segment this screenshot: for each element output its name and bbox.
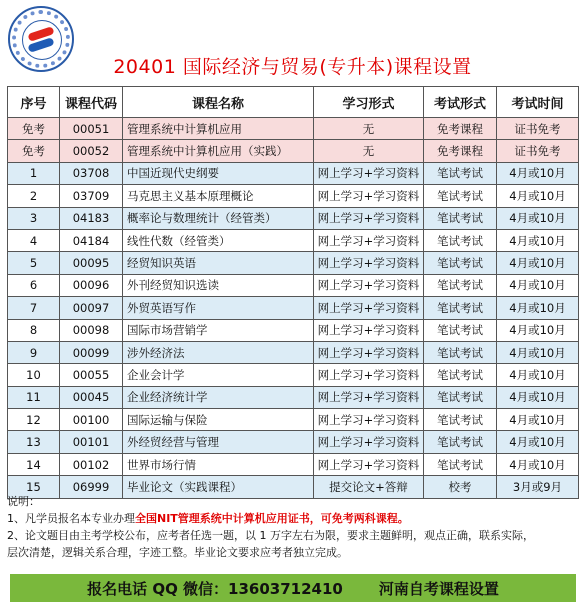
cell-time: 4月或10月 bbox=[497, 431, 579, 453]
cell-mode: 网上学习+学习资料 bbox=[314, 341, 424, 363]
cell-name: 国际市场营销学 bbox=[123, 319, 314, 341]
cell-mode: 无 bbox=[314, 118, 424, 140]
cell-name: 概率论与数理统计（经管类） bbox=[123, 207, 314, 229]
cell-code: 03708 bbox=[60, 162, 123, 184]
cell-code: 03709 bbox=[60, 185, 123, 207]
cell-exam: 笔试考试 bbox=[424, 162, 497, 184]
table-row bbox=[8, 252, 579, 274]
notes bbox=[7, 493, 579, 561]
note-1-highlight: 全国NIT管理系统中计算机应用证书，可免考两科课程。 bbox=[135, 512, 409, 525]
cell-no: 免考 bbox=[8, 140, 60, 162]
note-2: 2、论文题目由主考学校公布，应考者任选一题，以 1 万字左右为限，要求主题鲜明，观点正确，联系实际， bbox=[7, 529, 534, 542]
cell-code: 04184 bbox=[60, 229, 123, 251]
table-row bbox=[8, 364, 579, 386]
cell-name: 企业会计学 bbox=[123, 364, 314, 386]
table-row bbox=[8, 274, 579, 296]
table-row bbox=[8, 229, 579, 251]
cell-no: 15 bbox=[8, 476, 60, 498]
notes-heading: 说明： bbox=[7, 495, 40, 508]
cell-no: 10 bbox=[8, 364, 60, 386]
cell-mode: 无 bbox=[314, 140, 424, 162]
table-row bbox=[8, 140, 579, 162]
cell-mode: 网上学习+学习资料 bbox=[314, 431, 424, 453]
cell-exam: 免考课程 bbox=[424, 140, 497, 162]
cell-name: 经贸知识英语 bbox=[123, 252, 314, 274]
cell-mode: 网上学习+学习资料 bbox=[314, 453, 424, 475]
header-code: 课程代码 bbox=[60, 87, 123, 118]
cell-code: 00052 bbox=[60, 140, 123, 162]
cell-name: 管理系统中计算机应用 bbox=[123, 118, 314, 140]
cell-code: 04183 bbox=[60, 207, 123, 229]
cell-mode: 网上学习+学习资料 bbox=[314, 409, 424, 431]
course-table bbox=[7, 86, 579, 499]
cell-name: 外刊经贸知识选读 bbox=[123, 274, 314, 296]
cell-exam: 笔试考试 bbox=[424, 409, 497, 431]
cell-time: 4月或10月 bbox=[497, 386, 579, 408]
cell-no: 11 bbox=[8, 386, 60, 408]
cell-time: 4月或10月 bbox=[497, 185, 579, 207]
cell-no: 2 bbox=[8, 185, 60, 207]
table-header-row bbox=[8, 87, 579, 118]
cell-mode: 网上学习+学习资料 bbox=[314, 162, 424, 184]
note-2-cont: 层次清楚，逻辑关系合理，字迹工整。毕业论文要求应考者独立完成。 bbox=[7, 546, 348, 559]
cell-no: 9 bbox=[8, 341, 60, 363]
cell-no: 6 bbox=[8, 274, 60, 296]
cell-exam: 笔试考试 bbox=[424, 386, 497, 408]
cell-exam: 笔试考试 bbox=[424, 252, 497, 274]
cell-exam: 笔试考试 bbox=[424, 229, 497, 251]
cell-name: 管理系统中计算机应用（实践） bbox=[123, 140, 314, 162]
table-row bbox=[8, 341, 579, 363]
cell-mode: 网上学习+学习资料 bbox=[314, 229, 424, 251]
cell-name: 外贸英语写作 bbox=[123, 297, 314, 319]
cell-exam: 校考 bbox=[424, 476, 497, 498]
cell-name: 外经贸经营与管理 bbox=[123, 431, 314, 453]
cell-mode: 网上学习+学习资料 bbox=[314, 319, 424, 341]
cell-no: 14 bbox=[8, 453, 60, 475]
cell-time: 4月或10月 bbox=[497, 319, 579, 341]
cell-code: 06999 bbox=[60, 476, 123, 498]
cell-code: 00055 bbox=[60, 364, 123, 386]
cell-time: 4月或10月 bbox=[497, 409, 579, 431]
table-row bbox=[8, 162, 579, 184]
table-row bbox=[8, 386, 579, 408]
cell-exam: 笔试考试 bbox=[424, 319, 497, 341]
cell-name: 国际运输与保险 bbox=[123, 409, 314, 431]
cell-time: 4月或10月 bbox=[497, 297, 579, 319]
cell-exam: 笔试考试 bbox=[424, 274, 497, 296]
header-name: 课程名称 bbox=[123, 87, 314, 118]
page-title: 20401 国际经济与贸易(专升本)课程设置 bbox=[113, 56, 472, 78]
cell-mode: 网上学习+学习资料 bbox=[314, 274, 424, 296]
cell-mode: 网上学习+学习资料 bbox=[314, 207, 424, 229]
header-no: 序号 bbox=[8, 87, 60, 118]
cell-name: 涉外经济法 bbox=[123, 341, 314, 363]
table-row bbox=[8, 207, 579, 229]
cell-code: 00045 bbox=[60, 386, 123, 408]
cell-exam: 免考课程 bbox=[424, 118, 497, 140]
cell-time: 4月或10月 bbox=[497, 229, 579, 251]
cell-time: 4月或10月 bbox=[497, 252, 579, 274]
note-1 bbox=[7, 510, 579, 527]
cell-name: 线性代数（经管类） bbox=[123, 229, 314, 251]
cell-name: 马克思主义基本原理概论 bbox=[123, 185, 314, 207]
cell-exam: 笔试考试 bbox=[424, 297, 497, 319]
table-row bbox=[8, 297, 579, 319]
table-row bbox=[8, 185, 579, 207]
table-row bbox=[8, 431, 579, 453]
cell-name: 毕业论文（实践课程） bbox=[123, 476, 314, 498]
cell-no: 7 bbox=[8, 297, 60, 319]
cell-time: 4月或10月 bbox=[497, 341, 579, 363]
header-mode: 学习形式 bbox=[314, 87, 424, 118]
cell-mode: 网上学习+学习资料 bbox=[314, 386, 424, 408]
cell-no: 8 bbox=[8, 319, 60, 341]
cell-time: 4月或10月 bbox=[497, 274, 579, 296]
cell-no: 12 bbox=[8, 409, 60, 431]
cell-exam: 笔试考试 bbox=[424, 207, 497, 229]
cell-exam: 笔试考试 bbox=[424, 341, 497, 363]
cell-name: 世界市场行情 bbox=[123, 453, 314, 475]
cell-no: 5 bbox=[8, 252, 60, 274]
cell-code: 00102 bbox=[60, 453, 123, 475]
table-row bbox=[8, 319, 579, 341]
cell-no: 3 bbox=[8, 207, 60, 229]
cell-time: 4月或10月 bbox=[497, 207, 579, 229]
cell-mode: 网上学习+学习资料 bbox=[314, 297, 424, 319]
cell-code: 00098 bbox=[60, 319, 123, 341]
table-row bbox=[8, 118, 579, 140]
cell-no: 免考 bbox=[8, 118, 60, 140]
cell-name: 企业经济统计学 bbox=[123, 386, 314, 408]
cell-exam: 笔试考试 bbox=[424, 431, 497, 453]
cell-code: 00101 bbox=[60, 431, 123, 453]
cell-time: 证书免考 bbox=[497, 118, 579, 140]
cell-exam: 笔试考试 bbox=[424, 364, 497, 386]
cell-exam: 笔试考试 bbox=[424, 185, 497, 207]
cell-mode: 网上学习+学习资料 bbox=[314, 185, 424, 207]
footer-contact: 报名电话 QQ 微信：13603712410 bbox=[87, 579, 343, 598]
cell-time: 4月或10月 bbox=[497, 162, 579, 184]
cell-no: 4 bbox=[8, 229, 60, 251]
cell-exam: 笔试考试 bbox=[424, 453, 497, 475]
contact-footer bbox=[10, 574, 576, 602]
cell-time: 4月或10月 bbox=[497, 453, 579, 475]
cell-mode: 提交论文+答辩 bbox=[314, 476, 424, 498]
cell-code: 00096 bbox=[60, 274, 123, 296]
cell-time: 3月或9月 bbox=[497, 476, 579, 498]
cell-code: 00097 bbox=[60, 297, 123, 319]
cell-mode: 网上学习+学习资料 bbox=[314, 364, 424, 386]
cell-mode: 网上学习+学习资料 bbox=[314, 252, 424, 274]
cell-code: 00099 bbox=[60, 341, 123, 363]
cell-code: 00051 bbox=[60, 118, 123, 140]
table-row bbox=[8, 409, 579, 431]
cell-name: 中国近现代史纲要 bbox=[123, 162, 314, 184]
note-1-prefix: 1、凡学员报名本专业办理 bbox=[7, 512, 135, 525]
cell-code: 00095 bbox=[60, 252, 123, 274]
header-exam: 考试形式 bbox=[424, 87, 497, 118]
cell-code: 00100 bbox=[60, 409, 123, 431]
footer-org: 河南自考课程设置 bbox=[378, 579, 499, 598]
cell-no: 13 bbox=[8, 431, 60, 453]
cell-time: 4月或10月 bbox=[497, 364, 579, 386]
cell-no: 1 bbox=[8, 162, 60, 184]
header-time: 考试时间 bbox=[497, 87, 579, 118]
cell-time: 证书免考 bbox=[497, 140, 579, 162]
table-row bbox=[8, 453, 579, 475]
